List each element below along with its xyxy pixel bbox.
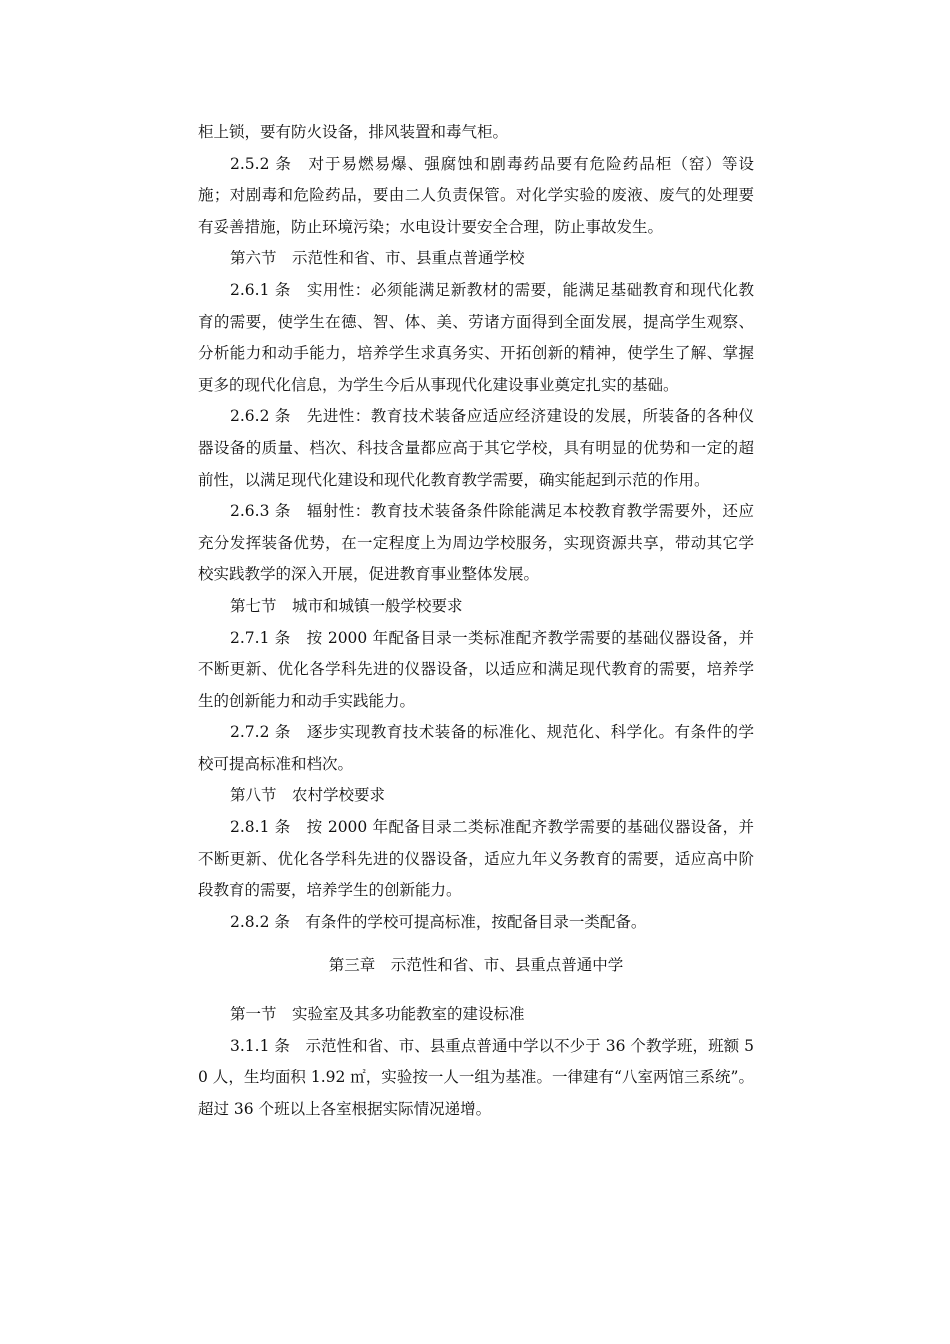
paragraph-continuation: 柜上锁，要有防火设备，排风装置和毒气柜。 (198, 123, 509, 141)
article-2-6-2: 2.6.2 条 先进性：教育技术装备应适应经济建设的发展，所装备的各种仪器设备的质量、档次、科技含量都应高于其它学校，具有明显的优势和一定的超前性，以满足现代化建设和现代化教育教学需要，确实能起到示范的作用。 (198, 407, 754, 489)
section-heading-8: 第八节 农村学校要求 (230, 786, 386, 805)
article-2-6-3: 2.6.3 条 辐射性：教育技术装备条件除能满足本校教育教学需要外，还应充分发挥装备优势，在一定程度上为周边学校服务，实现资源共享，带动其它学校实践教学的深入开展，促进教育事业整体发展。 (198, 502, 754, 584)
document-page (198, 117, 754, 1125)
article-2-8-2: 2.8.2 条 有条件的学校可提高标准，按配备目录一类配备。 (230, 912, 647, 931)
article-2-7-2: 2.7.2 条 逐步实现教育技术装备的标准化、规范化、科学化。有条件的学校可提高标准和档次。 (198, 723, 754, 773)
article-3-1-1: 3.1.1 条 示范性和省、市、县重点普通中学以不少于 36 个教学班，班额 50 人，生均面积 1.92 ㎡，实验按一人一组为基准。一律建有“八室两馆三系统”。超过 36 个班以上各室根据实际情况递增。 (198, 1036, 754, 1118)
article-2-7-1: 2.7.1 条 按 2000 年配备目录一类标准配齐教学需要的基础仪器设备，并不断更新、优化各学科先进的仪器设备，以适应和满足现代教育的需要，培养学生的创新能力和动手实践能力。 (198, 628, 754, 710)
article-2-6-1: 2.6.1 条 实用性：必须能满足新教材的需要，能满足基础教育和现代化教育的需要，使学生在德、智、体、美、劳诸方面得到全面发展，提高学生观察、分析能力和动手能力，培养学生求真务实、开拓创新的精神，使学生了解、掌握更多的现代化信息，为学生今后从事现代化建设事业奠定扎实的基础。 (198, 280, 754, 394)
section-heading-7: 第七节 城市和城镇一般学校要求 (230, 596, 463, 615)
section-heading-6: 第六节 示范性和省、市、县重点普通学校 (230, 249, 525, 268)
chapter-title: 第三章 示范性和省、市、县重点普通中学 (328, 956, 624, 975)
article-2-5-2: 2.5.2 条 对于易燃易爆、强腐蚀和剧毒药品要有危险药品柜（窑）等设施；对剧毒和危险药品，要由二人负责保管。对化学实验的废液、废气的处理要有妥善措施，防止环境污染；水电设计要安全合理，防止事故发生。 (198, 154, 754, 236)
section-heading-1: 第一节 实验室及其多功能教室的建设标准 (230, 1005, 525, 1024)
article-2-8-1: 2.8.1 条 按 2000 年配备目录二类标准配齐教学需要的基础仪器设备，并不断更新、优化各学科先进的仪器设备，适应九年义务教育的需要，适应高中阶段教育的需要，培养学生的创新能力。 (198, 818, 754, 900)
